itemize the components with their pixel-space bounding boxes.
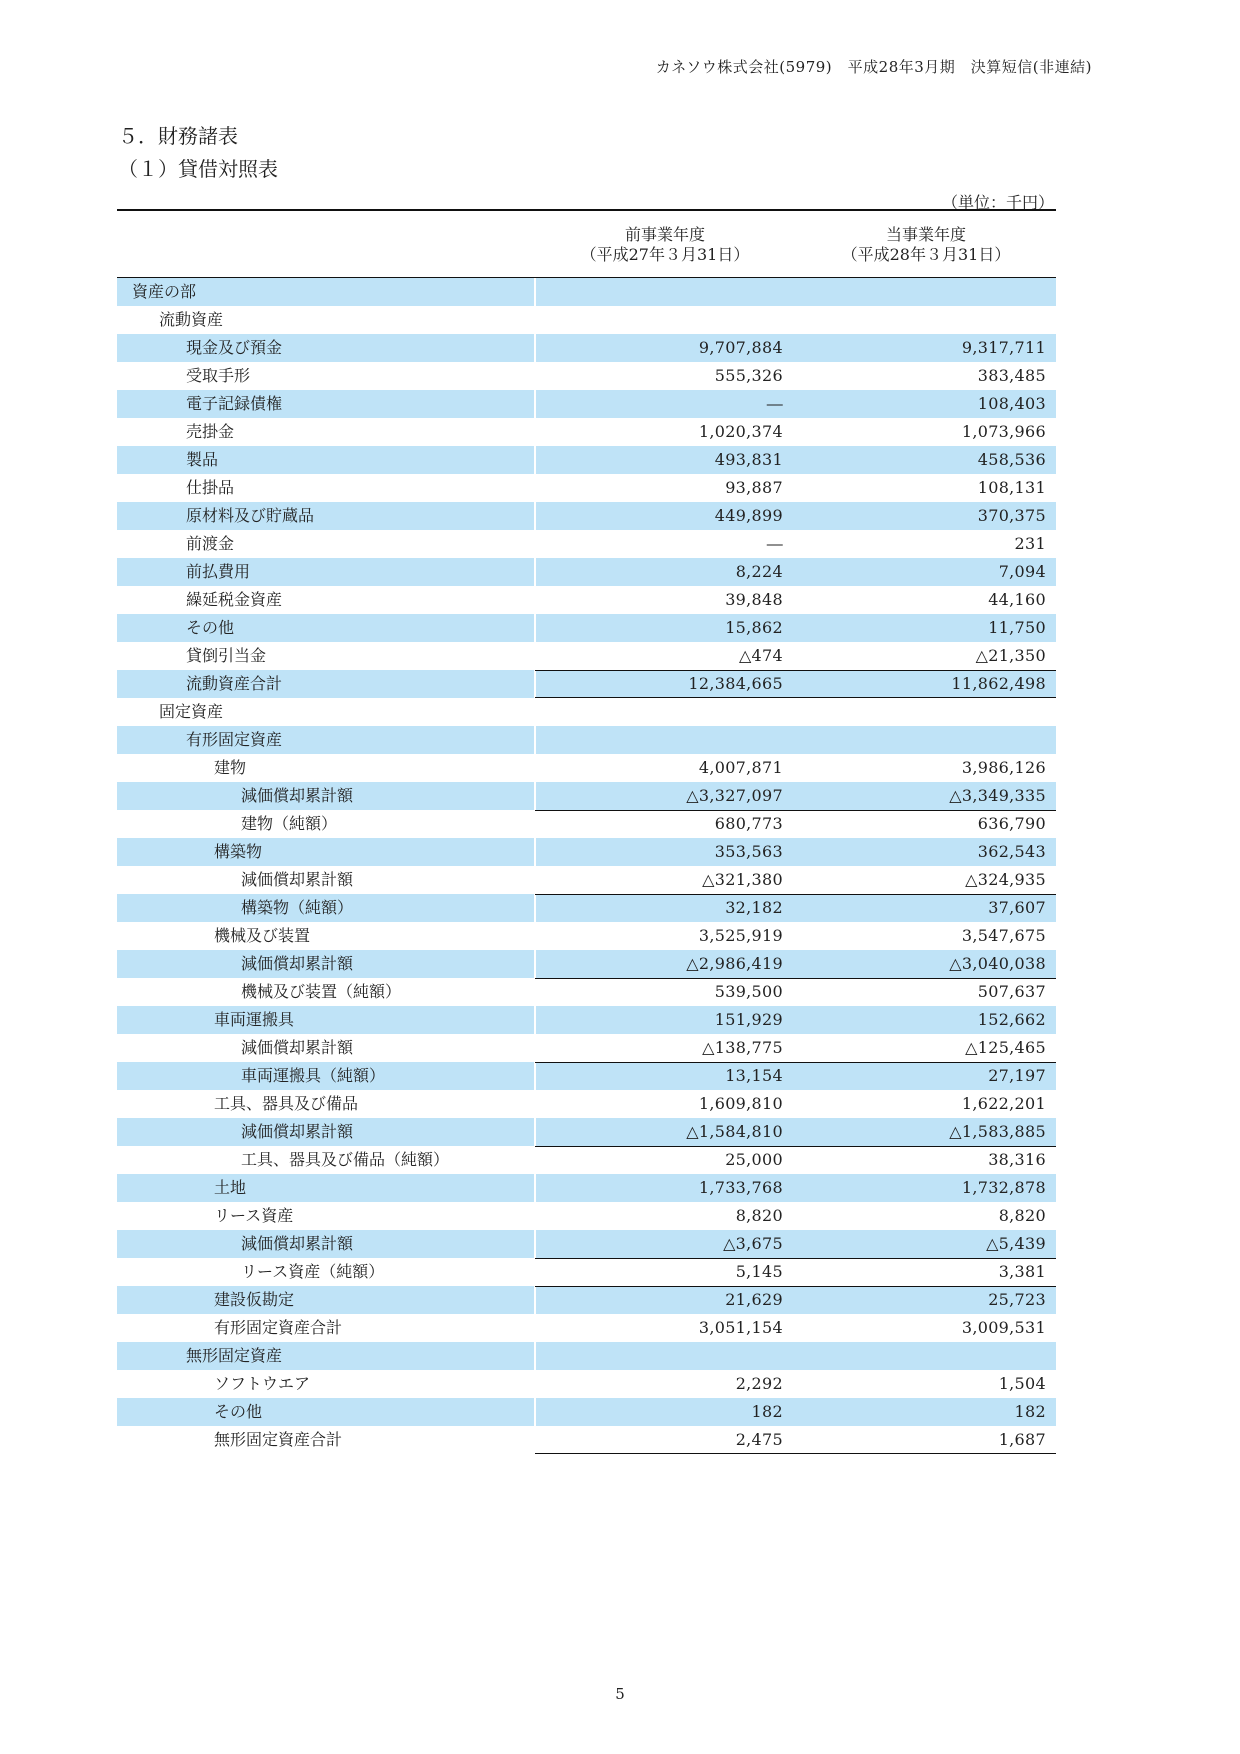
row-label: 減価償却累計額 [241,870,354,889]
section-title: ５．財務諸表 [118,124,238,148]
prev-period-value: 15,862 [725,618,783,637]
table-row [117,1398,1056,1426]
row-label: 繰延税金資産 [186,590,283,609]
curr-period-value: 108,403 [977,394,1046,413]
prev-period-value: 3,051,154 [698,1318,783,1337]
table-row [117,502,1056,530]
curr-period-value: △21,350 [975,646,1046,665]
prev-period-value: ― [766,394,783,413]
prev-period-value: △3,327,097 [686,786,783,805]
curr-period-value: 1,504 [998,1374,1046,1393]
prev-period-value: 12,384,665 [688,674,783,693]
column-separator [534,698,536,726]
curr-period-value: 636,790 [977,814,1046,833]
curr-period-value: 383,485 [977,366,1046,385]
table-row [117,306,1056,334]
row-label: 現金及び預金 [186,338,283,357]
table-row [117,642,1056,670]
total-rule [535,1062,1056,1063]
prev-period-value: 25,000 [725,1150,783,1169]
row-label: 車両運搬具（純額） [241,1066,386,1085]
row-label: 受取手形 [186,366,251,385]
prev-period-value: 182 [751,1402,783,1421]
curr-period-value: 7,094 [998,562,1046,581]
prev-period-value: 555,326 [714,366,783,385]
curr-period-value: 370,375 [977,506,1046,525]
table-row [117,978,1056,1006]
curr-period-value: 38,316 [988,1150,1046,1169]
row-label: 固定資産 [159,702,224,721]
table-row [117,1006,1056,1034]
prev-period-value: 13,154 [725,1066,783,1085]
curr-period-value: 27,197 [988,1066,1046,1085]
row-label: リース資産 [214,1206,294,1225]
row-label: 製品 [186,450,219,469]
table-row [117,698,1056,726]
row-label: 電子記録債権 [186,394,283,413]
curr-period-value: 11,750 [988,618,1046,637]
curr-period-value: 152,662 [977,1010,1046,1029]
curr-period-value: 37,607 [988,898,1046,917]
subsection-title: （１）貸借対照表 [118,157,278,181]
prev-period-value: 1,609,810 [698,1094,783,1113]
row-label: 無形固定資産 [186,1346,283,1365]
prev-period-value: 21,629 [725,1290,783,1309]
table-row [117,1258,1056,1286]
document-header: カネソウ株式会社(5979) 平成28年3月期 決算短信(非連結) [655,58,1092,76]
table-row [117,894,1056,922]
table-row [117,810,1056,838]
row-label: 有形固定資産合計 [214,1318,343,1337]
row-label: 無形固定資産合計 [214,1430,343,1449]
column-separator [534,726,536,754]
prev-period-value: 151,929 [714,1010,783,1029]
curr-period-value: 182 [1014,1402,1046,1421]
row-label: 前渡金 [186,534,235,553]
row-label: リース資産（純額） [241,1262,385,1281]
row-label: 売掛金 [186,422,235,441]
table-row [117,1286,1056,1314]
row-label: 機械及び装置（純額） [241,982,402,1001]
table-row [117,418,1056,446]
table-row [117,782,1056,810]
prev-period-value: 5,145 [735,1262,783,1281]
curr-period-value: 231 [1014,534,1046,553]
table-row [117,1118,1056,1146]
curr-period-value: 9,317,711 [961,338,1046,357]
column-separator [534,1342,536,1370]
prev-period-value: 8,224 [735,562,783,581]
prev-period-value: 493,831 [714,450,783,469]
table-row [117,446,1056,474]
prev-period-value: 449,899 [714,506,783,525]
total-rule [535,1286,1056,1287]
prev-period-value: 2,292 [735,1374,783,1393]
curr-period-value: 3,986,126 [961,758,1046,777]
header-curr-period [796,225,1056,265]
prev-period-value: 1,020,374 [698,422,783,441]
header-curr-line2: （平成28年３月31日） [841,245,1011,264]
curr-period-value: △1,583,885 [949,1122,1046,1141]
total-rule [535,978,1056,979]
curr-period-value: △3,349,335 [949,786,1046,805]
row-label: 原材料及び貯蔵品 [186,506,315,525]
row-label: 機械及び装置 [214,926,311,945]
row-label: 減価償却累計額 [241,1234,354,1253]
table-header [117,209,1056,278]
curr-period-value: 362,543 [977,842,1046,861]
table-row [117,754,1056,782]
column-separator [534,306,536,334]
row-label: ソフトウエア [214,1374,311,1393]
curr-period-value: 1,073,966 [961,422,1046,441]
curr-period-value: 108,131 [977,478,1046,497]
table-row [117,1146,1056,1174]
row-label: その他 [214,1402,263,1421]
total-rule [535,670,1056,671]
row-label: 流動資産合計 [186,674,283,693]
unit-label: （単位：千円） [941,193,1054,212]
curr-period-value: △3,040,038 [949,954,1046,973]
total-rule [535,1146,1056,1147]
header-prev-line2: （平成27年３月31日） [580,245,750,264]
prev-period-value: 8,820 [735,1206,783,1225]
table-row [117,1090,1056,1118]
row-label: 車両運搬具 [214,1010,295,1029]
prev-period-value: △3,675 [723,1234,783,1253]
prev-period-value: 32,182 [725,898,783,917]
curr-period-value: 1,687 [998,1430,1046,1449]
table-row [117,586,1056,614]
total-rule [535,894,1056,895]
prev-period-value: △138,775 [702,1038,783,1057]
prev-period-value: 39,848 [725,590,783,609]
table-row [117,726,1056,754]
table-row [117,390,1056,418]
prev-period-value: 1,733,768 [698,1178,783,1197]
row-label: 有形固定資産 [186,730,283,749]
row-label: 仕掛品 [186,478,235,497]
curr-period-value: 3,009,531 [961,1318,1046,1337]
table-row [117,1062,1056,1090]
row-label: 前払費用 [186,562,251,581]
curr-period-value: 3,547,675 [961,926,1046,945]
table-row [117,1314,1056,1342]
prev-period-value: △321,380 [702,870,783,889]
row-label: 工具、器具及び備品（純額） [241,1150,450,1169]
curr-period-value: 8,820 [998,1206,1046,1225]
curr-period-value: 3,381 [998,1262,1046,1281]
table-row [117,558,1056,586]
total-rule [535,1258,1056,1259]
curr-period-value: 25,723 [988,1290,1046,1309]
prev-period-value: 4,007,871 [698,758,783,777]
curr-period-value: △125,465 [965,1038,1046,1057]
table-row [117,1034,1056,1062]
prev-period-value: △2,986,419 [686,954,783,973]
row-label: 構築物 [214,842,263,861]
prev-period-value: 353,563 [714,842,783,861]
row-label: 工具、器具及び備品 [214,1094,359,1113]
row-label: 減価償却累計額 [241,786,354,805]
curr-period-value: 1,622,201 [961,1094,1046,1113]
curr-period-value: 44,160 [988,590,1046,609]
row-label: 資産の部 [132,282,197,301]
table-row [117,922,1056,950]
table-row [117,1342,1056,1370]
table-body [117,278,1056,1454]
table-row [117,1426,1056,1454]
table-row [117,1202,1056,1230]
curr-period-value: 458,536 [977,450,1046,469]
prev-period-value: △1,584,810 [686,1122,783,1141]
curr-period-value: △5,439 [986,1234,1046,1253]
row-label: 建設仮勘定 [214,1290,295,1309]
row-label: 建物 [214,758,247,777]
header-prev-line1: 前事業年度 [624,225,705,244]
table-row [117,474,1056,502]
row-label: 土地 [214,1178,247,1197]
prev-period-value: 3,525,919 [698,926,783,945]
total-rule [535,1453,1056,1454]
prev-period-value: 9,707,884 [698,338,783,357]
table-row [117,866,1056,894]
balance-sheet-table [117,209,1056,1454]
table-row [117,670,1056,698]
table-row [117,1230,1056,1258]
table-row [117,838,1056,866]
table-row [117,334,1056,362]
prev-period-value: 539,500 [714,982,783,1001]
prev-period-value: 93,887 [725,478,783,497]
row-label: 流動資産 [159,310,224,329]
table-row [117,1370,1056,1398]
total-rule [535,810,1056,811]
row-label: 建物（純額） [241,814,338,833]
table-row [117,1174,1056,1202]
header-prev-period [535,225,795,265]
header-curr-line1: 当事業年度 [885,225,966,244]
prev-period-value: 680,773 [714,814,783,833]
row-label: 貸倒引当金 [186,646,267,665]
curr-period-value: 507,637 [977,982,1046,1001]
page-number: 5 [615,1685,625,1703]
table-row [117,362,1056,390]
row-label: その他 [186,618,235,637]
column-separator [534,278,536,306]
table-row [117,950,1056,978]
row-label: 減価償却累計額 [241,1122,354,1141]
table-row [117,530,1056,558]
row-label: 構築物（純額） [241,898,354,917]
row-label: 減価償却累計額 [241,954,354,973]
curr-period-value: 1,732,878 [961,1178,1046,1197]
curr-period-value: △324,935 [965,870,1046,889]
table-row [117,614,1056,642]
curr-period-value: 11,862,498 [951,674,1046,693]
prev-period-value: ― [766,534,783,553]
prev-period-value: 2,475 [735,1430,783,1449]
table-row [117,278,1056,306]
prev-period-value: △474 [738,646,783,665]
row-label: 減価償却累計額 [241,1038,354,1057]
